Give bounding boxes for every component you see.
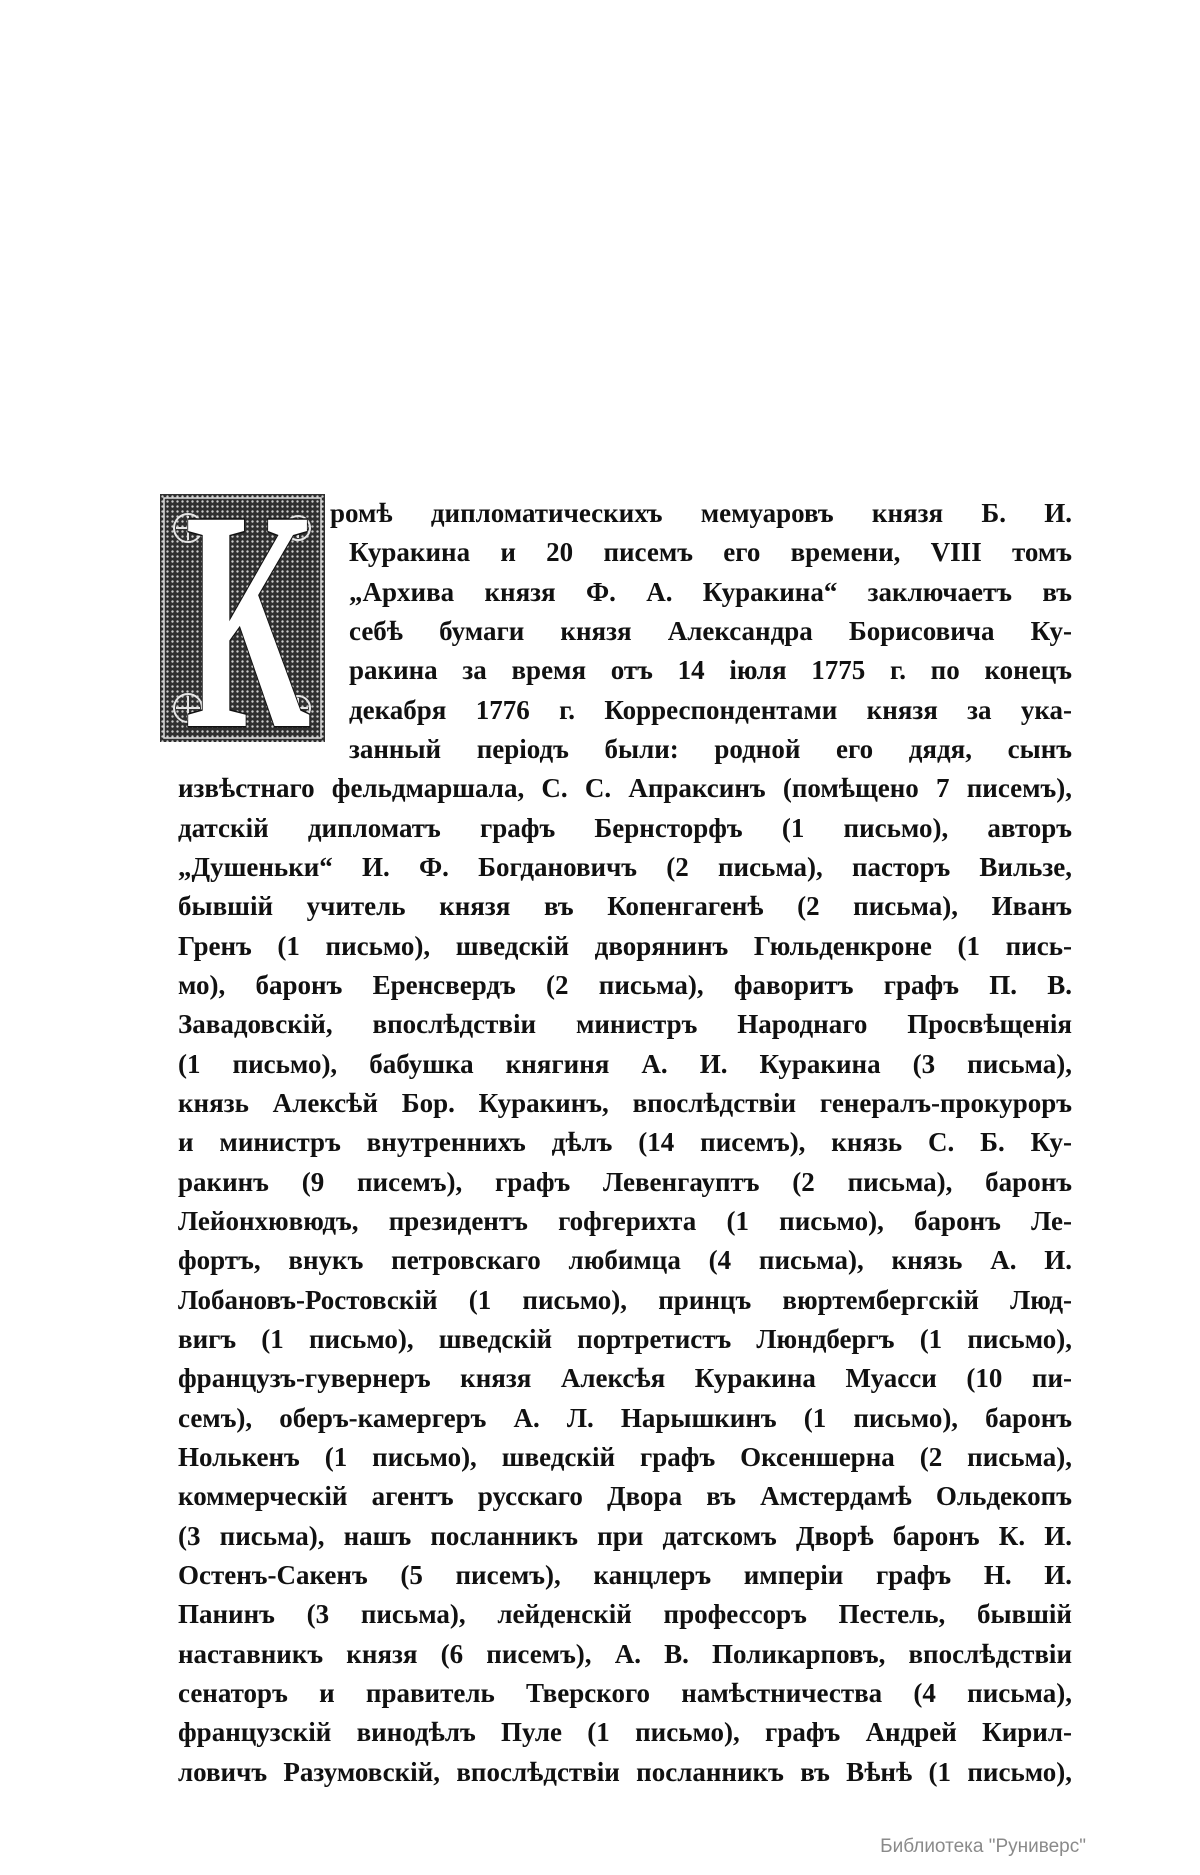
text-line-content: извѣстнаго фельдмаршала, С. С. Апраксинъ (помѣщено 7 писемъ), [178,773,1072,804]
text-line-content: ракина за время отъ 14 іюля 1775 г. по конецъ [349,655,1072,686]
text-line-content: бывшій учитель князя въ Копенгагенѣ (2 письма), Иванъ [178,891,1072,922]
text-line [349,533,1072,572]
text-line [178,1241,1072,1280]
text-line [178,809,1072,848]
text-line-content: французскій винодѣлъ Пуле (1 письмо), графъ Андрей Кирил- [178,1717,1072,1748]
text-line-content: ромѣ дипломатическихъ мемуаровъ князя Б. И. [330,498,1072,528]
text-line [178,1202,1072,1241]
text-line [178,1084,1072,1123]
text-line-content: Завадовскій, впослѣдствіи министръ Народнаго Просвѣщенія [178,1009,1072,1040]
text-line [178,1163,1072,1202]
text-line-content: французъ-гувернеръ князя Алексѣя Куракина Муасси (10 пи- [178,1363,1072,1394]
text-line [178,1635,1072,1674]
text-line-content: ракинъ (9 писемъ), графъ Левенгауптъ (2 письма), баронъ [178,1166,1072,1197]
text-line [178,1123,1072,1162]
text-line [178,1753,1072,1792]
text-line [178,1005,1072,1044]
text-line-content: Панинъ (3 письма), лейденскій профессоръ Пестель, бывшій [178,1599,1072,1630]
text-line-content: декабря 1776 г. Корреспондентами князя за ука- [349,694,1072,725]
text-line [178,1320,1072,1359]
text-line-content: Гренъ (1 письмо), шведскій дворянинъ Гюльденкроне (1 пись- [178,930,1072,961]
text-line-content: Нолькенъ (1 письмо), шведскій графъ Оксеншерна (2 письма), [178,1441,1072,1472]
text-line-content: фортъ, внукъ петровскаго любимца (4 письма), князь А. И. [178,1245,1072,1276]
text-line-content: Лобановъ-Ростовскій (1 письмо), принцъ вюртембергскій Люд- [178,1284,1072,1315]
text-line-content: Остенъ-Сакенъ (5 писемъ), канцлеръ имперіи графъ Н. И. [178,1559,1072,1590]
text-line-content: ловичъ Разумовскій, впослѣдствіи посланникъ въ Вѣнѣ (1 письмо), [178,1756,1072,1787]
text-line-content: сенаторъ и правитель Тверского намѣстничества (4 письма), [178,1677,1072,1708]
text-line [178,1045,1072,1084]
text-line-content: коммерческій агентъ русскаго Двора въ Амстердамѣ Ольдекопъ [178,1481,1072,1512]
text-line-content: занный періодъ были: родной его дядя, сынъ [349,733,1072,764]
text-line-content: мо), баронъ Еренсвердъ (2 письма), фаворитъ графъ П. В. [178,969,1072,1000]
text-line-content: семъ), оберъ-камергеръ А. Л. Нарышкинъ (1 письмо), баронъ [178,1402,1072,1433]
body-text [178,494,1072,1792]
text-line-content: князь Алексѣй Бор. Куракинъ, впослѣдствіи генералъ-прокуроръ [178,1087,1072,1118]
text-line [178,1399,1072,1438]
text-line [178,927,1072,966]
text-line-content: Куракина и 20 писемъ его времени, VIII томъ [349,537,1072,568]
text-line [178,1517,1072,1556]
text-line [178,1281,1072,1320]
text-line [349,730,1072,769]
text-line [178,1477,1072,1516]
text-line-content: датскій дипломатъ графъ Бернсторфъ (1 письмо), авторъ [178,812,1072,843]
text-line-content: „Архива князя Ф. А. Куракина“ заключаетъ въ [349,576,1072,607]
text-line [178,1674,1072,1713]
text-line-content: вигъ (1 письмо), шведскій портретистъ Люндбергъ (1 письмо), [178,1323,1072,1354]
text-line-content: (1 письмо), бабушка княгиня А. И. Куракина (3 письма), [178,1048,1072,1079]
text-line-content: себѣ бумаги князя Александра Борисовича Ку- [349,615,1072,646]
text-line [178,1556,1072,1595]
text-line [330,494,1072,533]
text-line [178,1713,1072,1752]
text-line [178,769,1072,808]
watermark-label: Библиотека "Руниверс" [880,1836,1086,1857]
text-line [349,651,1072,690]
text-line [178,1359,1072,1398]
text-line-content: „Душеньки“ И. Ф. Богдановичъ (2 письма), пасторъ Вильзе, [178,851,1072,882]
text-line [178,1595,1072,1634]
text-line [178,848,1072,887]
text-line [349,691,1072,730]
text-line [178,966,1072,1005]
text-line [178,887,1072,926]
text-line-content: наставникъ князя (6 писемъ), А. В. Поликарповъ, впослѣдствіи [178,1638,1072,1669]
text-line [349,573,1072,612]
text-line [349,612,1072,651]
text-line [178,1438,1072,1477]
text-line-content: Лейонхювюдъ, президентъ гофгерихта (1 письмо), баронъ Ле- [178,1205,1072,1236]
drop-cap-letter: К [185,494,311,742]
text-line-content: (3 письма), нашъ посланникъ при датскомъ Дворѣ баронъ К. И. [178,1520,1072,1551]
text-line-content: и министръ внутреннихъ дѣлъ (14 писемъ), князь С. Б. Ку- [178,1127,1072,1158]
